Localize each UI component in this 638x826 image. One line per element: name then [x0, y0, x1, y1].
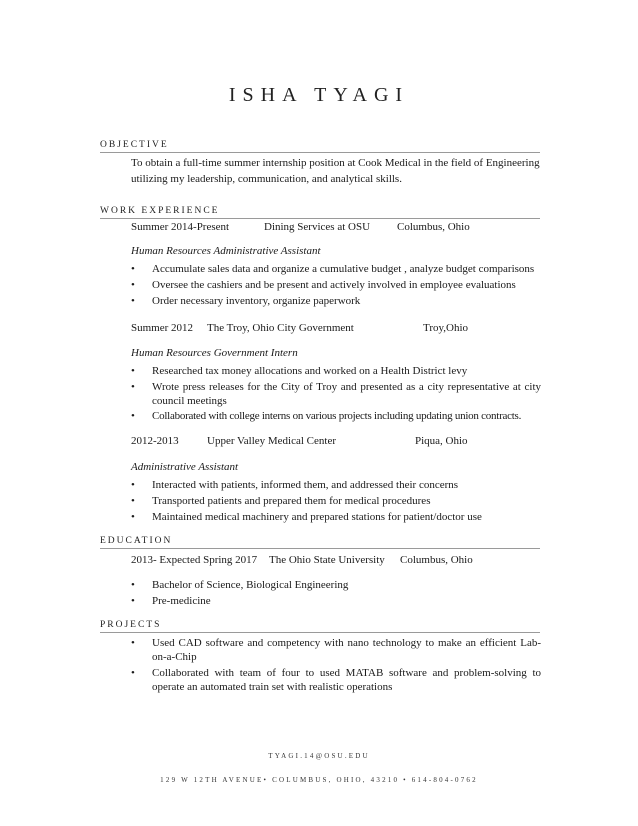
bullet-text: Bachelor of Science, Biological Engineering — [152, 579, 349, 591]
job-3-bullet — [131, 478, 541, 492]
bullet-text: Transported patients and prepared them for medical procedures — [152, 495, 431, 507]
footer-email: TYAGI.14@OSU.EDU — [268, 752, 370, 760]
bullet-text: Maintained medical machinery and prepared stations for patient/doctor use — [152, 511, 482, 523]
section-objective: OBJECTIVE — [100, 140, 540, 153]
job-1-bullet — [131, 278, 541, 292]
bullet-text: Used CAD software and competency with nano technology to make an efficient Lab-on-a-Chip — [152, 637, 541, 663]
bullet-glyph: • — [131, 511, 135, 523]
job-date: 2012-2013 — [131, 435, 179, 447]
bullet-glyph: • — [131, 667, 135, 679]
job-3-bullet — [131, 510, 541, 524]
job-title-1: Human Resources Administrative Assistant — [131, 245, 321, 257]
job-title-2: Human Resources Government Intern — [131, 347, 298, 359]
bullet-text: Pre-medicine — [152, 595, 211, 607]
bullet-glyph: • — [131, 579, 135, 591]
job-location: Troy,Ohio — [423, 322, 469, 334]
bullet-text: Oversee the cashiers and be present and actively involved in employee evaluations — [152, 279, 516, 291]
bullet-text: Order necessary inventory, organize paperwork — [152, 295, 361, 307]
job-3-bullet — [131, 494, 541, 508]
education-location: Columbus, Ohio — [400, 554, 473, 566]
job-1-bullet — [131, 294, 541, 308]
bullet-text: Collaborated with college interns on various projects including updating union contracts. — [152, 410, 522, 422]
section-education: EDUCATION — [100, 536, 540, 549]
bullet-glyph: • — [131, 279, 135, 291]
bullet-text: Researched tax money allocations and worked on a Health District levy — [152, 365, 468, 377]
project-bullet — [131, 636, 541, 664]
bullet-glyph: • — [131, 495, 135, 507]
job-2-bullet — [131, 364, 541, 378]
job-2-bullet — [131, 409, 541, 423]
bullet-text: Interacted with patients, informed them, and addressed their concerns — [152, 479, 459, 491]
bullet-glyph: • — [131, 295, 135, 307]
bullet-glyph: • — [131, 263, 135, 275]
footer-address: 129 W 12TH AVENUE• COLUMBUS, OHIO, 43210 • 614-804-0762 — [160, 776, 478, 784]
job-2-bullet — [131, 380, 541, 408]
section-work-experience: WORK EXPERIENCE — [100, 206, 540, 219]
job-org: Dining Services at OSU — [264, 221, 371, 233]
bullet-glyph: • — [131, 365, 135, 377]
job-title-3: Administrative Assistant — [131, 461, 239, 473]
bullet-glyph: • — [131, 410, 135, 422]
education-bullet — [131, 578, 541, 592]
section-projects: PROJECTS — [100, 620, 540, 633]
education-school: The Ohio State University — [269, 554, 385, 566]
job-location: Piqua, Ohio — [415, 435, 468, 447]
education-date: 2013- Expected Spring 2017 — [131, 554, 258, 566]
project-bullet — [131, 666, 541, 694]
bullet-glyph: • — [131, 479, 135, 491]
bullet-glyph: • — [131, 637, 135, 649]
bullet-text: Wrote press releases for the City of Troy and presented as a city representative at city council meetings — [152, 381, 541, 407]
bullet-text: Accumulate sales data and organize a cumulative budget , analyze budget comparisons — [152, 263, 535, 275]
education-bullet — [131, 594, 541, 608]
bullet-glyph: • — [131, 595, 135, 607]
candidate-name: ISHA TYAGI — [228, 84, 410, 106]
bullet-glyph: • — [131, 381, 135, 393]
objective-text: To obtain a full-time summer internship position at Cook Medical in the field of Engineering utilizing my leadership, communication, and analytical skills. — [131, 157, 540, 185]
job-date: Summer 2014-Present — [131, 221, 230, 233]
job-date: Summer 2012 — [131, 322, 194, 334]
job-org: The Troy, Ohio City Government — [207, 322, 354, 334]
job-1-bullet — [131, 262, 541, 276]
job-location: Columbus, Ohio — [397, 221, 470, 233]
job-org: Upper Valley Medical Center — [207, 435, 337, 447]
bullet-text: Collaborated with team of four to used MATAB software and problem-solving to operate an automated train set with realistic operations — [152, 667, 541, 693]
